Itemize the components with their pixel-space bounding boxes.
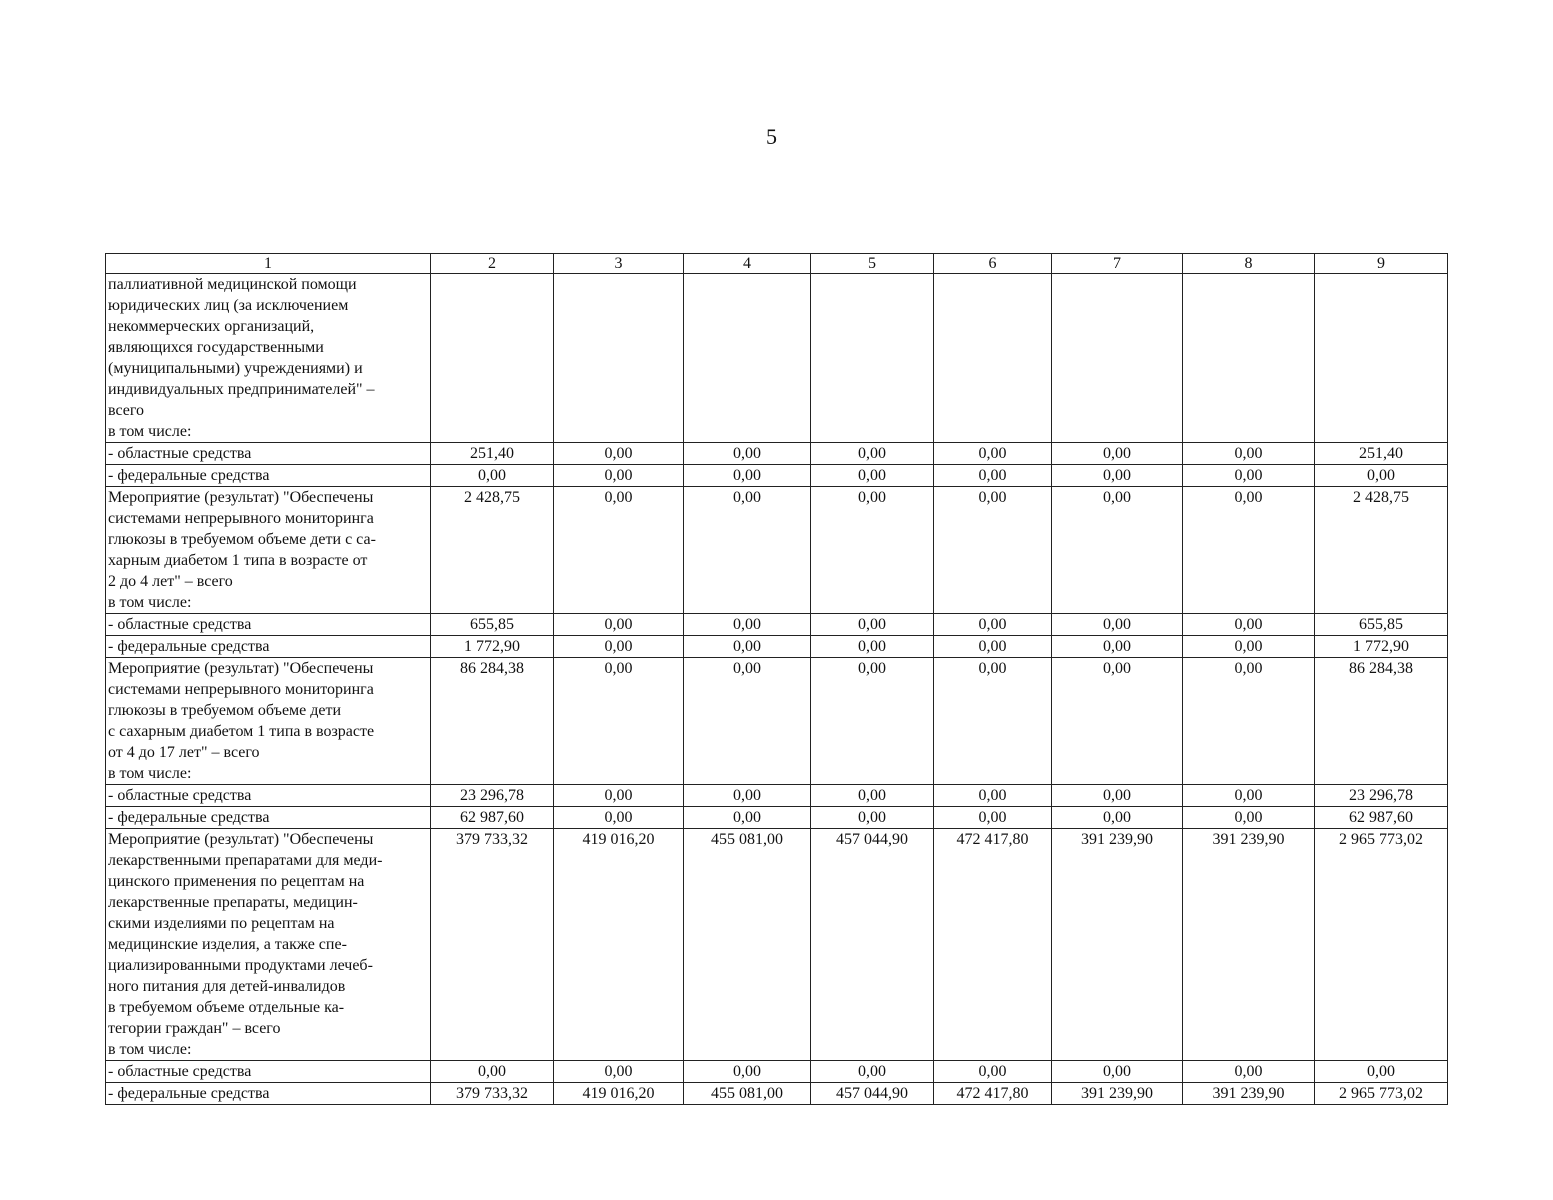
description-line: в том числе: — [108, 594, 192, 611]
value-cell — [684, 274, 811, 443]
table-row — [106, 274, 1448, 443]
table-row — [106, 1061, 1448, 1083]
column-number: 6 — [934, 254, 1052, 274]
description-line: тегории граждан" – всего — [108, 1020, 281, 1037]
row-description — [106, 443, 431, 465]
budget-table — [105, 253, 1448, 1105]
description-line: - федеральные средства — [108, 1085, 270, 1102]
description-line: медицинские изделия, а также спе- — [108, 936, 347, 953]
value-cell: 0,00 — [811, 658, 934, 785]
value-cell: 86 284,38 — [431, 658, 554, 785]
value-cell: 0,00 — [934, 658, 1052, 785]
value-cell: 2 965 773,02 — [1315, 1083, 1448, 1105]
description-line: Мероприятие (результат) "Обеспечены — [108, 489, 374, 506]
value-cell: 457 044,90 — [811, 1083, 934, 1105]
value-cell: 0,00 — [1183, 636, 1315, 658]
description-line: - федеральные средства — [108, 467, 270, 484]
table-row — [106, 636, 1448, 658]
value-cell — [431, 274, 554, 443]
description-line: юридических лиц (за исключением — [108, 297, 349, 314]
value-cell: 457 044,90 — [811, 829, 934, 1061]
value-cell: 391 239,90 — [1052, 829, 1183, 1061]
value-cell: 0,00 — [554, 658, 684, 785]
value-cell: 472 417,80 — [934, 1083, 1052, 1105]
value-cell — [554, 274, 684, 443]
value-cell: 0,00 — [684, 785, 811, 807]
value-cell: 0,00 — [554, 614, 684, 636]
value-cell: 0,00 — [1183, 658, 1315, 785]
value-cell: 0,00 — [1052, 443, 1183, 465]
table-row — [106, 487, 1448, 614]
description-line: лекарственные препараты, медицин- — [108, 894, 358, 911]
value-cell: 23 296,78 — [1315, 785, 1448, 807]
table-row — [106, 807, 1448, 829]
value-cell: 0,00 — [934, 487, 1052, 614]
value-cell: 455 081,00 — [684, 1083, 811, 1105]
value-cell: 472 417,80 — [934, 829, 1052, 1061]
value-cell: 0,00 — [1183, 785, 1315, 807]
row-description — [106, 829, 431, 1061]
table-row — [106, 785, 1448, 807]
value-cell: 0,00 — [811, 614, 934, 636]
value-cell: 0,00 — [554, 785, 684, 807]
value-cell: 0,00 — [1183, 1061, 1315, 1083]
description-line: харным диабетом 1 типа в возрасте от — [108, 552, 368, 569]
description-line: глюкозы в требуемом объеме дети с са- — [108, 531, 376, 548]
value-cell: 1 772,90 — [1315, 636, 1448, 658]
description-line: ного питания для детей-инвалидов — [108, 978, 346, 995]
value-cell: 0,00 — [934, 614, 1052, 636]
value-cell: 379 733,32 — [431, 829, 554, 1061]
description-line: - областные средства — [108, 787, 252, 804]
value-cell: 251,40 — [431, 443, 554, 465]
value-cell: 0,00 — [1052, 487, 1183, 614]
value-cell: 2 428,75 — [431, 487, 554, 614]
description-line: индивидуальных предпринимателей" – — [108, 381, 375, 398]
value-cell: 455 081,00 — [684, 829, 811, 1061]
row-description — [106, 785, 431, 807]
value-cell: 0,00 — [431, 465, 554, 487]
column-number-row — [106, 254, 1448, 274]
value-cell: 0,00 — [554, 636, 684, 658]
value-cell: 0,00 — [1052, 1061, 1183, 1083]
row-description — [106, 487, 431, 614]
value-cell: 0,00 — [811, 807, 934, 829]
description-line: Мероприятие (результат) "Обеспечены — [108, 660, 374, 677]
value-cell: 0,00 — [1183, 807, 1315, 829]
value-cell: 0,00 — [1052, 807, 1183, 829]
value-cell — [811, 274, 934, 443]
value-cell: 0,00 — [1052, 465, 1183, 487]
column-number: 9 — [1315, 254, 1448, 274]
value-cell: 0,00 — [811, 636, 934, 658]
row-description — [106, 614, 431, 636]
value-cell: 0,00 — [934, 636, 1052, 658]
value-cell — [1315, 274, 1448, 443]
value-cell: 251,40 — [1315, 443, 1448, 465]
value-cell: 419 016,20 — [554, 1083, 684, 1105]
value-cell: 419 016,20 — [554, 829, 684, 1061]
description-line: лекарственными препаратами для меди- — [108, 852, 383, 869]
column-number: 4 — [684, 254, 811, 274]
value-cell: 0,00 — [554, 487, 684, 614]
value-cell: 0,00 — [684, 636, 811, 658]
table-body — [106, 254, 1448, 1105]
value-cell: 0,00 — [554, 443, 684, 465]
value-cell: 0,00 — [934, 443, 1052, 465]
description-line: Мероприятие (результат) "Обеспечены — [108, 831, 374, 848]
description-line: цинского применения по рецептам на — [108, 873, 365, 890]
description-line: - областные средства — [108, 445, 252, 462]
table-row — [106, 658, 1448, 785]
value-cell: 0,00 — [1315, 465, 1448, 487]
row-description — [106, 1061, 431, 1083]
row-description — [106, 1083, 431, 1105]
description-line: - федеральные средства — [108, 809, 270, 826]
description-line: в том числе: — [108, 423, 192, 440]
description-line: - федеральные средства — [108, 638, 270, 655]
value-cell: 0,00 — [431, 1061, 554, 1083]
value-cell: 0,00 — [934, 465, 1052, 487]
value-cell: 0,00 — [1052, 658, 1183, 785]
value-cell: 0,00 — [811, 1061, 934, 1083]
value-cell: 0,00 — [934, 785, 1052, 807]
value-cell: 391 239,90 — [1052, 1083, 1183, 1105]
description-line: системами непрерывного мониторинга — [108, 510, 374, 527]
value-cell: 86 284,38 — [1315, 658, 1448, 785]
column-number: 3 — [554, 254, 684, 274]
value-cell: 0,00 — [684, 807, 811, 829]
value-cell: 655,85 — [431, 614, 554, 636]
description-line: - областные средства — [108, 616, 252, 633]
value-cell: 0,00 — [684, 487, 811, 614]
page-number: 5 — [766, 124, 777, 149]
description-line: глюкозы в требуемом объеме дети — [108, 702, 342, 719]
row-description — [106, 658, 431, 785]
value-cell — [1052, 274, 1183, 443]
description-line: (муниципальными) учреждениями) и — [108, 360, 363, 377]
column-number: 8 — [1183, 254, 1315, 274]
value-cell: 0,00 — [554, 1061, 684, 1083]
column-number: 2 — [431, 254, 554, 274]
description-line: всего — [108, 402, 145, 419]
description-line: скими изделиями по рецептам на — [108, 915, 335, 932]
value-cell: 391 239,90 — [1183, 1083, 1315, 1105]
value-cell: 1 772,90 — [431, 636, 554, 658]
table-row — [106, 614, 1448, 636]
value-cell: 0,00 — [1315, 1061, 1448, 1083]
value-cell: 0,00 — [684, 1061, 811, 1083]
value-cell: 0,00 — [684, 658, 811, 785]
value-cell: 0,00 — [1183, 487, 1315, 614]
column-number: 1 — [106, 254, 431, 274]
row-description — [106, 636, 431, 658]
table-row — [106, 465, 1448, 487]
description-line: в требуемом объеме отдельные ка- — [108, 999, 345, 1016]
description-line: - областные средства — [108, 1063, 252, 1080]
value-cell: 0,00 — [1183, 614, 1315, 636]
value-cell: 0,00 — [554, 807, 684, 829]
value-cell: 0,00 — [684, 443, 811, 465]
value-cell: 655,85 — [1315, 614, 1448, 636]
description-line: 2 до 4 лет" – всего — [108, 573, 233, 590]
value-cell: 0,00 — [684, 465, 811, 487]
value-cell: 0,00 — [811, 465, 934, 487]
description-line: в том числе: — [108, 1041, 192, 1058]
row-description — [106, 465, 431, 487]
value-cell: 0,00 — [1183, 465, 1315, 487]
row-description — [106, 274, 431, 443]
description-line: с сахарным диабетом 1 типа в возрасте — [108, 723, 375, 740]
description-line: паллиативной медицинской помощи — [108, 276, 357, 293]
table-row — [106, 829, 1448, 1061]
value-cell: 0,00 — [934, 807, 1052, 829]
column-number: 5 — [811, 254, 934, 274]
value-cell: 23 296,78 — [431, 785, 554, 807]
value-cell — [1183, 274, 1315, 443]
description-line: в том числе: — [108, 765, 192, 782]
value-cell: 0,00 — [1052, 636, 1183, 658]
value-cell: 379 733,32 — [431, 1083, 554, 1105]
description-line: являющихся государственными — [108, 339, 324, 356]
column-number: 7 — [1052, 254, 1183, 274]
value-cell: 0,00 — [1052, 614, 1183, 636]
description-line: некоммерческих организаций, — [108, 318, 315, 335]
description-line: от 4 до 17 лет" – всего — [108, 744, 260, 761]
value-cell: 0,00 — [684, 614, 811, 636]
value-cell: 62 987,60 — [431, 807, 554, 829]
value-cell: 2 428,75 — [1315, 487, 1448, 614]
value-cell: 0,00 — [1183, 443, 1315, 465]
value-cell — [934, 274, 1052, 443]
description-line: системами непрерывного мониторинга — [108, 681, 374, 698]
row-description — [106, 807, 431, 829]
value-cell: 0,00 — [554, 465, 684, 487]
value-cell: 0,00 — [811, 785, 934, 807]
value-cell: 0,00 — [811, 487, 934, 614]
value-cell: 0,00 — [811, 443, 934, 465]
value-cell: 0,00 — [934, 1061, 1052, 1083]
table-row — [106, 1083, 1448, 1105]
description-line: циализированными продуктами лечеб- — [108, 957, 373, 974]
value-cell: 2 965 773,02 — [1315, 829, 1448, 1061]
table-row — [106, 443, 1448, 465]
value-cell: 391 239,90 — [1183, 829, 1315, 1061]
value-cell: 0,00 — [1052, 785, 1183, 807]
value-cell: 62 987,60 — [1315, 807, 1448, 829]
